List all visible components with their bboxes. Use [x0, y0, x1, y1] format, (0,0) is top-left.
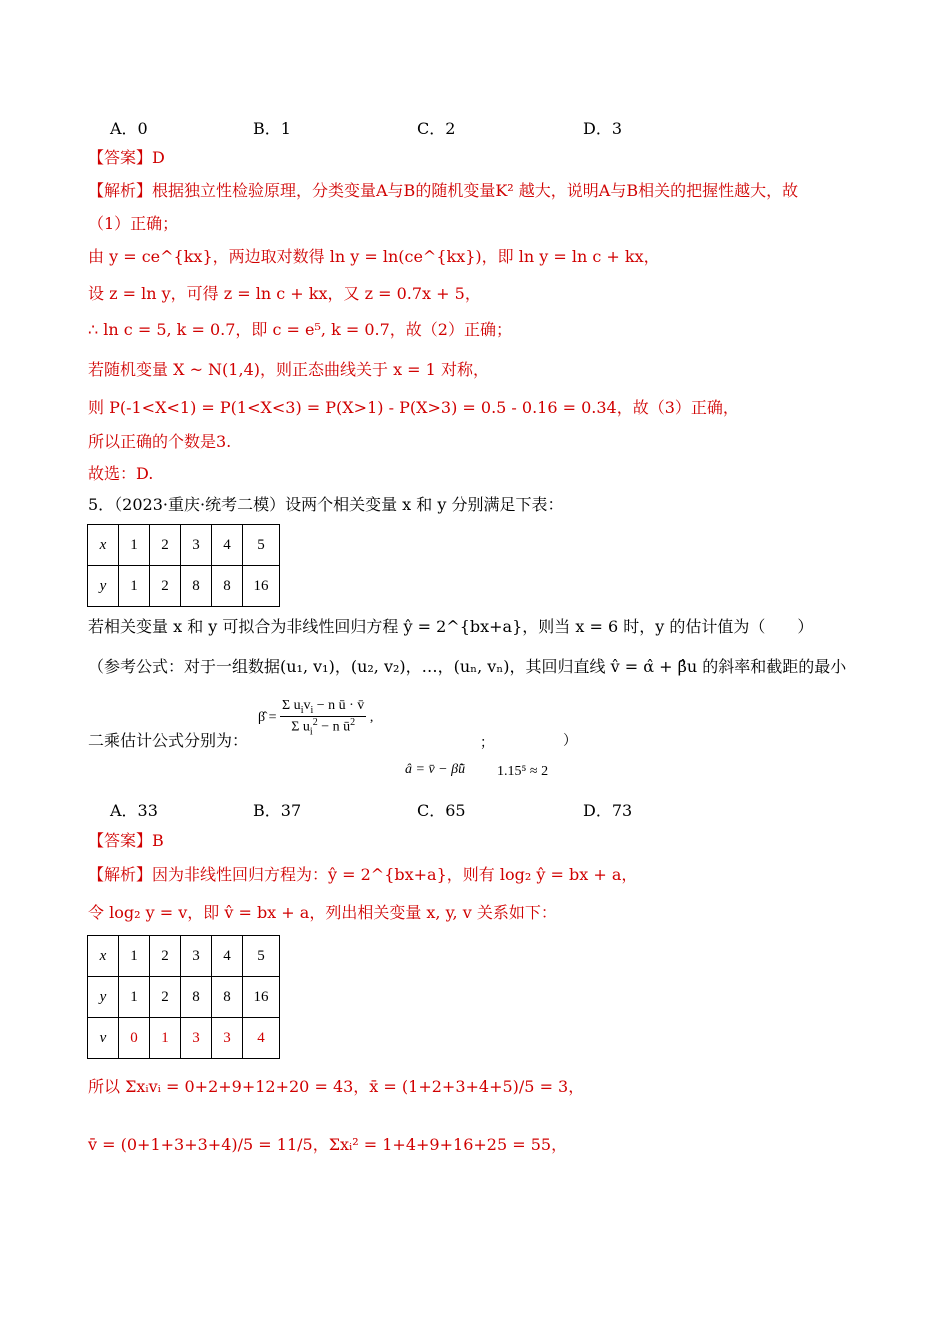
- table-cell: 4: [212, 525, 243, 566]
- q4-analysis-line-8: 所以正确的个数是3.: [88, 432, 232, 451]
- table-cell: 8: [212, 977, 243, 1018]
- beta-formula: β̂ = $\frac{\Sigma u_iv_i - n ū \cdot v̄}{\Sigma u_i^2 - n ū^2}$ ,: [258, 698, 374, 738]
- table-cell: 4: [243, 1018, 280, 1059]
- table-cell: 2: [150, 525, 181, 566]
- close-paren: ）: [563, 734, 577, 749]
- table-cell: 4: [212, 936, 243, 977]
- q5-formula-tail: 1.15⁵ ≈ 2: [497, 764, 549, 779]
- table-cell: 1: [119, 977, 150, 1018]
- table-cell: v: [88, 1018, 119, 1059]
- table-cell: 1: [119, 566, 150, 607]
- table-row: [88, 525, 280, 566]
- q4-answer: 【答案】D: [88, 148, 165, 167]
- q4-option-c: C．2: [417, 119, 456, 138]
- table-cell: 8: [181, 566, 212, 607]
- q4-analysis-line-3: 由 y = ce^{kx}，两边取对数得 ln y = ln(ce^{kx})，即 ln y = ln c + kx，: [88, 247, 660, 266]
- table-row: [88, 566, 280, 607]
- table-cell: 3: [181, 936, 212, 977]
- q5-question-line: 若相关变量 x 和 y 可拟合为非线性回归方程 ŷ = 2^{bx+a}，则当 x = 6 时，y 的估计值为（ ）: [88, 617, 814, 636]
- q5-option-a: A．33: [110, 801, 158, 820]
- alpha-formula: â = v̄ − β̂ū: [405, 762, 466, 777]
- q5-analysis-line-3: 所以 Σxᵢvᵢ = 0+2+9+12+20 = 43，x̄ = (1+2+3+4+5)/5 = 3，: [88, 1077, 585, 1096]
- q5-analysis-table: [87, 935, 280, 1059]
- q5-formula-prefix: 二乘估计公式分别为：: [88, 731, 249, 750]
- q5-option-b: B．37: [253, 801, 302, 820]
- q4-option-b: B．1: [253, 119, 291, 138]
- table-cell: 3: [181, 1018, 212, 1059]
- table-row: [88, 1018, 280, 1059]
- table-cell: 8: [181, 977, 212, 1018]
- q5-answer: 【答案】B: [88, 831, 164, 850]
- table-cell: 1: [119, 936, 150, 977]
- q4-analysis-line-2: （1）正确；: [88, 214, 179, 233]
- q5-data-table: [87, 524, 280, 607]
- q4-analysis-line-7: 则 P(-1<X<1) = P(1<X<3) = P(X>1) - P(X>3) = 0.5 - 0.16 = 0.34，故（3）正确，: [88, 398, 739, 417]
- q5-option-d: D．73: [583, 801, 633, 820]
- table-cell: 2: [150, 566, 181, 607]
- q5-stem: 5．（2023·重庆·统考二模）设两个相关变量 x 和 y 分别满足下表：: [88, 495, 564, 514]
- table-cell: 8: [212, 566, 243, 607]
- q4-option-d: D．3: [583, 119, 623, 138]
- q4-option-a: A．0: [110, 119, 148, 138]
- table-cell: 5: [243, 936, 280, 977]
- q5-reference-line: （参考公式：对于一组数据(u₁, v₁)，(u₂, v₂)，…，(uₙ, vₙ)，其回归直线 v̂ = α̂ + β̂u 的斜率和截距的最小: [88, 657, 847, 676]
- q4-analysis-line-4: 设 z = ln y，可得 z = ln c + kx，又 z = 0.7x + 5，: [88, 284, 481, 303]
- q5-option-c: C．65: [417, 801, 466, 820]
- q5-analysis-line-1: 【解析】因为非线性回归方程为：ŷ = 2^{bx+a}，则有 log₂ ŷ = bx + a，: [88, 865, 638, 884]
- table-cell: 2: [150, 977, 181, 1018]
- table-cell: 3: [181, 525, 212, 566]
- table-cell: 0: [119, 1018, 150, 1059]
- table-cell: x: [88, 936, 119, 977]
- table-cell: x: [88, 525, 119, 566]
- table-cell: 5: [243, 525, 280, 566]
- table-cell: 1: [119, 525, 150, 566]
- table-row: [88, 977, 280, 1018]
- q4-analysis-line-6: 若随机变量 X ~ N(1,4)，则正态曲线关于 x = 1 对称，: [88, 360, 489, 379]
- table-cell: 1: [150, 1018, 181, 1059]
- table-cell: 2: [150, 936, 181, 977]
- table-cell: 16: [243, 566, 280, 607]
- table-row: [88, 936, 280, 977]
- q4-analysis-line-9: 故选：D.: [88, 464, 154, 483]
- q4-analysis-line-1: 【解析】根据独立性检验原理，分类变量A与B的随机变量K² 越大，说明A与B相关的把握性越大，故: [88, 181, 799, 200]
- table-cell: y: [88, 977, 119, 1018]
- q5-analysis-line-2: 令 log₂ y = v，即 v̂ = bx + a，列出相关变量 x, y, v 关系如下：: [88, 903, 557, 922]
- q4-analysis-line-5: ∴ ln c = 5, k = 0.7，即 c = e⁵, k = 0.7，故（2）正确；: [88, 320, 512, 339]
- semicolon: ；: [480, 736, 494, 751]
- table-cell: y: [88, 566, 119, 607]
- table-cell: 16: [243, 977, 280, 1018]
- table-cell: 3: [212, 1018, 243, 1059]
- q5-analysis-line-4: v̄ = (0+1+3+3+4)/5 = 11/5，Σxᵢ² = 1+4+9+16+25 = 55，: [88, 1135, 568, 1154]
